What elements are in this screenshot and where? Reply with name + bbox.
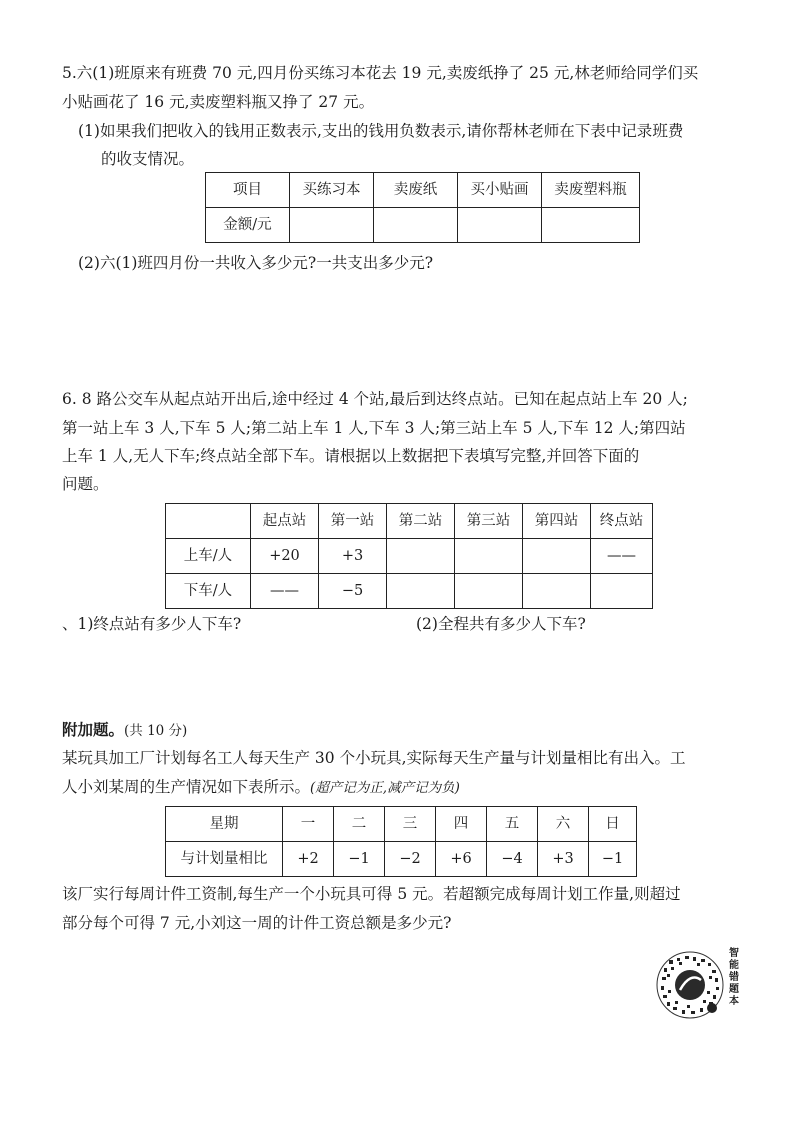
table-row: [166, 842, 637, 877]
bonus-stem-text: 人小刘某周的生产情况如下表所示。: [62, 778, 311, 796]
q6-stem-line4: 问题。: [62, 475, 109, 493]
table-row: [166, 574, 653, 609]
bonus-value-cell: −1: [589, 842, 637, 877]
q5-income-expense-table: [205, 172, 640, 243]
bonus-value-cell: +6: [436, 842, 487, 877]
bonus-header-day: 日: [589, 807, 637, 842]
q5-answer-cell[interactable]: [374, 208, 458, 243]
q6-row-label-alight: 下车/人: [166, 574, 251, 609]
bonus-tail-line1: 该厂实行每周计件工资制,每生产一个小玩具可得 5 元。若超额完成每周计划工作量,则超过: [62, 885, 681, 903]
q6-header-stop1: 第一站: [319, 504, 387, 539]
q6-cell: +20: [251, 539, 319, 574]
table-row: [206, 173, 640, 208]
q5-sub1-line1: (1)如果我们把收入的钱用正数表示,支出的钱用负数表示,请你帮林老师在下表中记录班费: [78, 122, 684, 140]
table-row: [166, 504, 653, 539]
q6-row-label-board: 上车/人: [166, 539, 251, 574]
bonus-production-table: [165, 806, 637, 877]
bonus-tail-line2: 部分每个可得 7 元,小刘这一周的计件工资总额是多少元?: [62, 914, 452, 932]
q6-answer-cell[interactable]: [523, 574, 591, 609]
q6-answer-cell[interactable]: [455, 574, 523, 609]
table-row: [206, 208, 640, 243]
q6-cell: +3: [319, 539, 387, 574]
bonus-header-day: 四: [436, 807, 487, 842]
q5-header-item: 项目: [206, 173, 290, 208]
q6-bus-table: [165, 503, 653, 609]
bonus-header-day: 一: [283, 807, 334, 842]
q6-header-start: 起点站: [251, 504, 319, 539]
bonus-stem-line1: 某玩具加工厂计划每名工人每天生产 30 个小玩具,实际每天生产量与计划量相比有出入。工: [62, 749, 686, 767]
q6-header-stop3: 第三站: [455, 504, 523, 539]
q6-header-stop2: 第二站: [387, 504, 455, 539]
bonus-points: (共 10 分): [124, 723, 188, 739]
qr-code-icon[interactable]: [655, 950, 725, 1020]
q5-header-exercise-book: 买练习本: [290, 173, 374, 208]
q6-answer-cell[interactable]: [387, 574, 455, 609]
q6-stem-line1: 6. 8 路公交车从起点站开出后,途中经过 4 个站,最后到达终点站。已知在起点站上车 20 人;: [62, 390, 688, 408]
q5-stem-line2: 小贴画花了 16 元,卖废塑料瓶又挣了 27 元。: [62, 93, 375, 111]
q5-row-label-amount: 金额/元: [206, 208, 290, 243]
bonus-value-cell: −1: [334, 842, 385, 877]
bonus-value-cell: +2: [283, 842, 334, 877]
q6-stem-line3: 上车 1 人,无人下车;终点站全部下车。请根据以上数据把下表填写完整,并回答下面的: [62, 447, 640, 465]
bonus-header-day: 三: [385, 807, 436, 842]
bonus-stem-line2: [62, 777, 460, 798]
q6-header-blank: [166, 504, 251, 539]
q5-answer-cell[interactable]: [290, 208, 374, 243]
q6-header-stop4: 第四站: [523, 504, 591, 539]
q6-stem-line2: 第一站上车 3 人,下车 5 人;第二站上车 1 人,下车 3 人;第三站上车 5 人,下车 12 人;第四站: [62, 419, 686, 437]
bonus-row-label: 与计划量相比: [166, 842, 283, 877]
bonus-header-day: 六: [538, 807, 589, 842]
bonus-header-day: 五: [487, 807, 538, 842]
q6-cell: −5: [319, 574, 387, 609]
q6-answer-cell[interactable]: [455, 539, 523, 574]
bonus-note: (超产记为正,减产记为负): [310, 780, 460, 796]
bonus-header-weekday: 星期: [166, 807, 283, 842]
q6-cell: ——: [251, 574, 319, 609]
qr-label: 智能错题本: [729, 948, 739, 1007]
q6-cell: ——: [591, 539, 653, 574]
q5-sub1-line2: 的收支情况。: [101, 150, 195, 168]
table-row: [166, 807, 637, 842]
q6-sub1: 、1)终点站有多少人下车?: [62, 615, 242, 633]
bonus-value-cell: −2: [385, 842, 436, 877]
bonus-value-cell: +3: [538, 842, 589, 877]
q5-header-waste-paper: 卖废纸: [374, 173, 458, 208]
q6-answer-cell[interactable]: [591, 574, 653, 609]
q6-header-terminal: 终点站: [591, 504, 653, 539]
bonus-value-cell: −4: [487, 842, 538, 877]
table-row: [166, 539, 653, 574]
q5-header-stickers: 买小贴画: [458, 173, 542, 208]
q5-stem-line1: 5.六(1)班原来有班费 70 元,四月份买练习本花去 19 元,卖废纸挣了 25 元,林老师给同学们买: [62, 64, 699, 82]
q6-answer-cell[interactable]: [387, 539, 455, 574]
q6-answer-cell[interactable]: [523, 539, 591, 574]
bonus-header-day: 二: [334, 807, 385, 842]
q5-sub2: (2)六(1)班四月份一共收入多少元?一共支出多少元?: [78, 254, 434, 272]
q5-answer-cell[interactable]: [458, 208, 542, 243]
q5-header-plastic-bottles: 卖废塑料瓶: [542, 173, 640, 208]
bonus-heading-line: [62, 720, 187, 741]
bonus-heading: 附加题。: [62, 721, 125, 739]
q6-sub2: (2)全程共有多少人下车?: [416, 615, 586, 633]
q5-answer-cell[interactable]: [542, 208, 640, 243]
